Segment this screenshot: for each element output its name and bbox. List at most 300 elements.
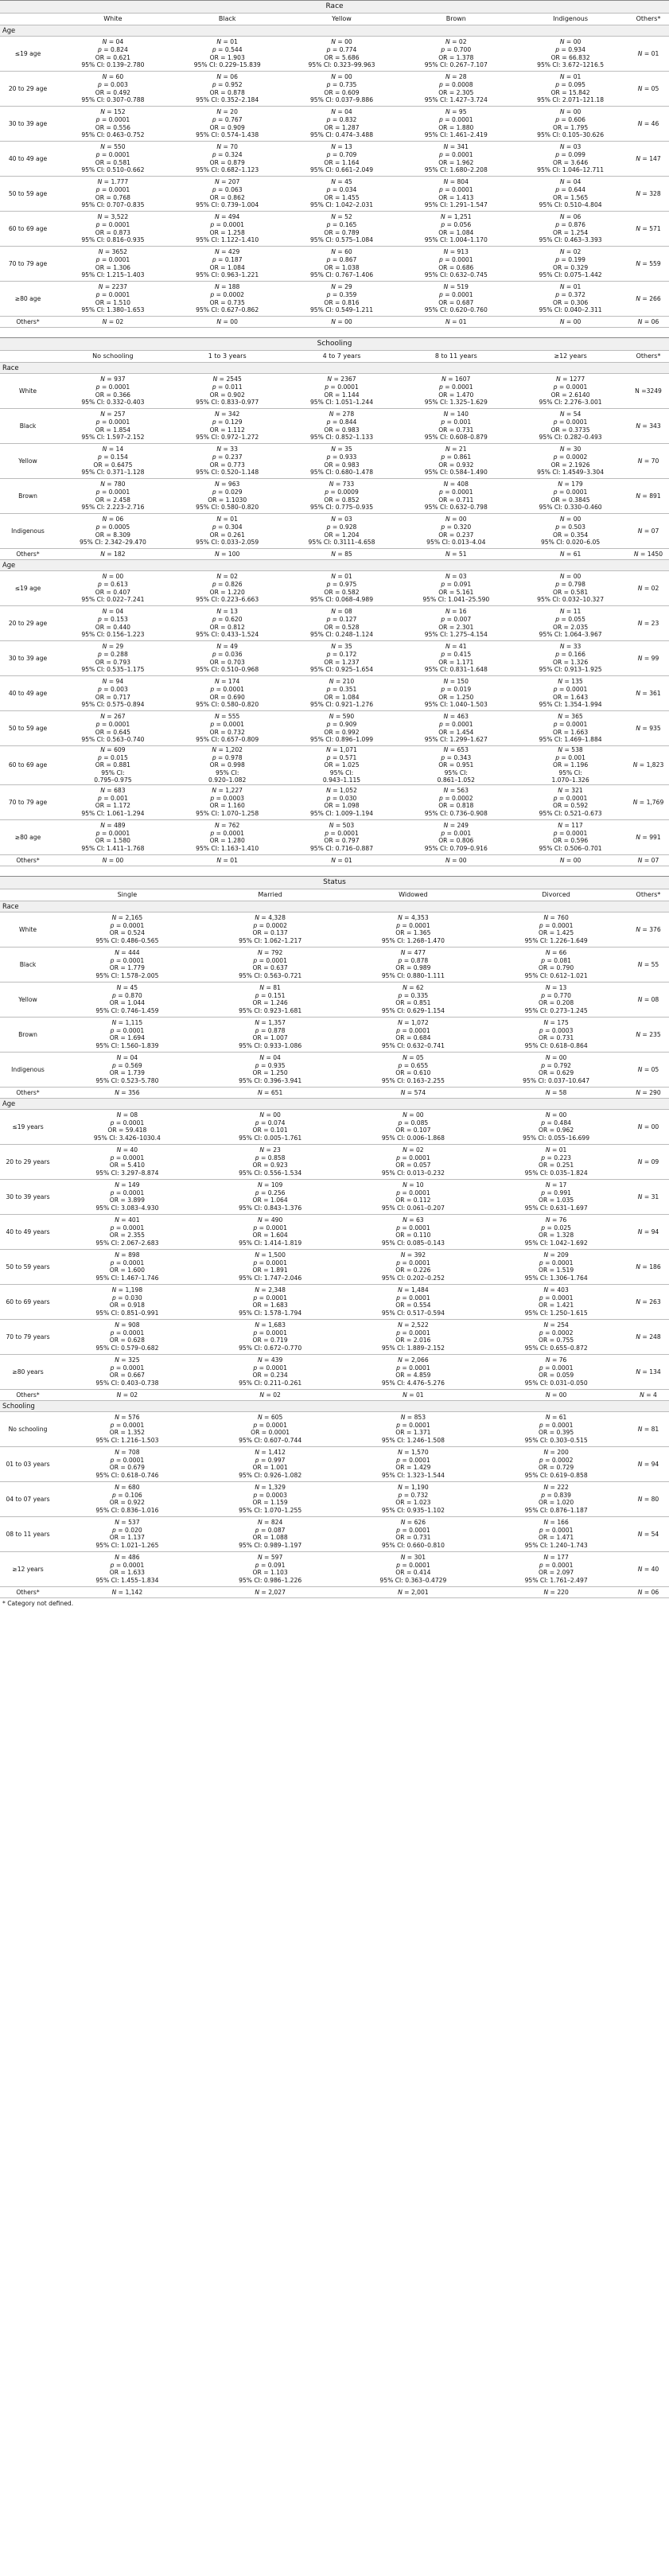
- table-row: [0, 947, 669, 982]
- stat-cell: N = 14 p = 0.154 OR = 0.6475 95% CI: 0.371–1.128: [56, 444, 170, 479]
- stat-cell: N = 200 p = 0.0002 OR = 0.729 95% CI: 0.619–0.858: [484, 1446, 628, 1481]
- others-cell: N = 235: [628, 1017, 669, 1052]
- stat-cell: N = 30 p = 0.0002 OR = 2.1926 95% CI: 1.4549–3.304: [513, 444, 628, 479]
- others-cell: N = 1450: [628, 549, 669, 560]
- stat-cell: N = 03 p = 0.091 OR = 5.161 95% CI: 1.041–25.590: [399, 571, 513, 606]
- stat-cell: N = 49 p = 0.036 OR = 0.703 95% CI: 0.510–0.968: [170, 641, 285, 676]
- others-cell: N = 94: [628, 1446, 669, 1481]
- column-header: Brown: [399, 14, 513, 25]
- others-cell: N = 09: [628, 1144, 669, 1179]
- row-label: 60 to 69 age: [0, 212, 56, 247]
- row-label: 04 to 07 years: [0, 1481, 56, 1516]
- stat-cell: N = 81 p = 0.151 OR = 1.246 95% CI: 0.923–1.681: [199, 982, 342, 1017]
- table-gap: [0, 866, 669, 876]
- stat-cell: N = 576 p = 0.0001 OR = 1.352 95% CI: 1.216–1.503: [56, 1411, 199, 1446]
- others-cell: N = 07: [628, 514, 669, 549]
- section-row: [0, 1400, 669, 1411]
- column-header-row: [0, 889, 669, 901]
- stat-cell: N = 00: [513, 317, 628, 328]
- stat-cell: N = 1,683 p = 0.0001 OR = 0.719 95% CI: 0.672–0.770: [199, 1319, 342, 1354]
- stat-cell: N = 439 p = 0.0001 OR = 0.234 95% CI: 0.211–0.261: [199, 1354, 342, 1389]
- stat-cell: N = 04 p = 0.644 OR = 1.565 95% CI: 0.510–4.804: [513, 177, 628, 212]
- column-header-row: [0, 14, 669, 25]
- stat-cell: N = 02: [56, 1389, 199, 1400]
- stat-cell: N = 00 p = 0.320 OR = 0.237 95% CI: 0.013–4.04: [399, 514, 513, 549]
- stat-cell: N = 03 p = 0.928 OR = 1.204 95% CI: 0.3111–4.658: [285, 514, 399, 549]
- stat-cell: N = 1,190 p = 0.732 OR = 1.023 95% CI: 0.935–1.102: [342, 1481, 485, 1516]
- stat-cell: N = 54 p = 0.0001 OR = 0.3735 95% CI: 0.282–0.493: [513, 409, 628, 444]
- others-cell: N = 147: [628, 142, 669, 177]
- table-row: [0, 606, 669, 641]
- row-label: 30 to 39 age: [0, 107, 56, 142]
- stat-cell: N = 537 p = 0.020 OR = 1.137 95% CI: 1.021–1.265: [56, 1516, 199, 1551]
- stat-cell: N = 00 p = 0.606 OR = 1.795 95% CI: 0.105–30.626: [513, 107, 628, 142]
- row-label: ≤19 age: [0, 571, 56, 606]
- stat-cell: N = 4,353 p = 0.0001 OR = 1.365 95% CI: 1.268–1.470: [342, 912, 485, 947]
- column-header: Indigenous: [513, 14, 628, 25]
- stat-cell: N = 1,412 p = 0.997 OR = 1.001 95% CI: 0.926–1.082: [199, 1446, 342, 1481]
- table-status: [0, 876, 669, 1598]
- stat-cell: N = 590 p = 0.909 OR = 0.992 95% CI: 0.896–1.099: [285, 711, 399, 746]
- others-cell: N =3249: [628, 374, 669, 409]
- stat-cell: N = 45 p = 0.870 OR = 1.044 95% CI: 0.746–1.459: [56, 982, 199, 1017]
- stat-cell: N = 29 p = 0.359 OR = 0.816 95% CI: 0.549–1.211: [285, 282, 399, 317]
- stat-cell: N = 257 p = 0.0001 OR = 1.854 95% CI: 1.597–2.152: [56, 409, 170, 444]
- stat-cell: N = 61: [513, 549, 628, 560]
- row-label: 70 to 79 age: [0, 247, 56, 282]
- stat-cell: N = 00: [399, 854, 513, 866]
- stat-cell: N = 182: [56, 549, 170, 560]
- others-cell: N = 571: [628, 212, 669, 247]
- table-row: [0, 1179, 669, 1214]
- row-label: 60 to 69 age: [0, 746, 56, 785]
- stat-cell: N = 762 p = 0.0001 OR = 1.280 95% CI: 1.163–1.410: [170, 819, 285, 854]
- row-label: 50 to 59 age: [0, 711, 56, 746]
- stat-cell: N = 653 p = 0.343 OR = 0.951 95% CI: 0.861–1.052: [399, 746, 513, 785]
- table-row: [0, 1319, 669, 1354]
- table-title-row: [0, 338, 669, 351]
- stat-cell: N = 2,027: [199, 1586, 342, 1597]
- stat-cell: N = 00 p = 0.085 OR = 0.107 95% CI: 0.006–1.868: [342, 1109, 485, 1144]
- stat-cell: N = 16 p = 0.007 OR = 2.301 95% CI: 1.275–4.154: [399, 606, 513, 641]
- section-row: [0, 1098, 669, 1109]
- table-row: [0, 409, 669, 444]
- stat-cell: N = 140 p = 0.001 OR = 0.731 95% CI: 0.608–0.879: [399, 409, 513, 444]
- section-label: Schooling: [0, 1400, 669, 1411]
- stat-cell: N = 680 p = 0.106 OR = 0.922 95% CI: 0.836–1.016: [56, 1481, 199, 1516]
- stat-cell: N = 149 p = 0.0001 OR = 3.899 95% CI: 3.083–4.930: [56, 1179, 199, 1214]
- stat-cell: N = 05 p = 0.655 OR = 0.610 95% CI: 0.163–2.255: [342, 1052, 485, 1087]
- row-label: ≥80 age: [0, 282, 56, 317]
- row-label: Others*: [0, 1586, 56, 1597]
- stat-cell: N = 02: [199, 1389, 342, 1400]
- section-row: [0, 901, 669, 912]
- others-row: [0, 1087, 669, 1098]
- stat-cell: N = 1,570 p = 0.0001 OR = 1.429 95% CI: 1.323–1.544: [342, 1446, 485, 1481]
- stat-cell: N = 00 p = 0.735 OR = 0.609 95% CI: 0.037–9.886: [285, 72, 399, 107]
- row-label: 40 to 49 age: [0, 676, 56, 711]
- stat-cell: N = 58: [484, 1087, 628, 1098]
- others-row: [0, 1586, 669, 1597]
- others-cell: N = 559: [628, 247, 669, 282]
- stat-cell: N = 708 p = 0.0001 OR = 0.679 95% CI: 0.618–0.746: [56, 1446, 199, 1481]
- others-cell: N = 07: [628, 854, 669, 866]
- stat-cell: N = 41 p = 0.415 OR = 1.171 95% CI: 0.831–1.648: [399, 641, 513, 676]
- stat-cell: N = 00 p = 0.774 OR = 5.686 95% CI: 0.323–99.963: [285, 37, 399, 72]
- table-row: [0, 571, 669, 606]
- section-row: [0, 560, 669, 571]
- row-label: 20 to 29 years: [0, 1144, 56, 1179]
- stat-cell: N = 2,165 p = 0.0001 OR = 0.524 95% CI: 0.486–0.565: [56, 912, 199, 947]
- stat-cell: N = 2,066 p = 0.0001 OR = 4.859 95% CI: 4.476–5.276: [342, 1354, 485, 1389]
- stat-cell: N = 06 p = 0.876 OR = 1.254 95% CI: 0.463–3.393: [513, 212, 628, 247]
- stat-cell: N = 1277 p = 0.0001 OR = 2.6140 95% CI: 2.276–3.001: [513, 374, 628, 409]
- column-header: Black: [170, 14, 285, 25]
- stat-cell: N = 3,522 p = 0.0001 OR = 0.873 95% CI: 0.816–0.935: [56, 212, 170, 247]
- stat-cell: N = 792 p = 0.0001 OR = 0.637 95% CI: 0.563–0.721: [199, 947, 342, 982]
- stat-cell: N = 23 p = 0.858 OR = 0.923 95% CI: 0.556–1.534: [199, 1144, 342, 1179]
- table-row: [0, 819, 669, 854]
- stat-cell: N = 365 p = 0.0001 OR = 1.663 95% CI: 1.469–1.884: [513, 711, 628, 746]
- table-row: [0, 107, 669, 142]
- stat-cell: N = 651: [199, 1087, 342, 1098]
- column-header: 8 to 11 years: [399, 351, 513, 363]
- column-header: Yellow: [285, 14, 399, 25]
- table-row: [0, 982, 669, 1017]
- table-row: [0, 746, 669, 785]
- stat-cell: N = 33 p = 0.166 OR = 1.326 95% CI: 0.913–1.925: [513, 641, 628, 676]
- stat-cell: N = 188 p = 0.0002 OR = 0.735 95% CI: 0.627–0.862: [170, 282, 285, 317]
- table-row: [0, 1354, 669, 1389]
- stat-cell: N = 597 p = 0.091 OR = 1.103 95% CI: 0.986–1.226: [199, 1551, 342, 1586]
- others-cell: N = 05: [628, 1052, 669, 1087]
- stat-cell: N = 45 p = 0.034 OR = 1.455 95% CI: 1.042–2.031: [285, 177, 399, 212]
- row-label: 30 to 39 years: [0, 1179, 56, 1214]
- stat-cell: N = 804 p = 0.0001 OR = 1.413 95% CI: 1.291–1.547: [399, 177, 513, 212]
- stat-cell: N = 4,328 p = 0.0002 OR = 0.137 95% CI: 1.062–1.217: [199, 912, 342, 947]
- others-cell: N = 06: [628, 1586, 669, 1597]
- stat-cell: N = 94 p = 0.003 OR = 0.717 95% CI: 0.575–0.894: [56, 676, 170, 711]
- others-cell: N = 328: [628, 177, 669, 212]
- stat-cell: N = 152 p = 0.0001 OR = 0.556 95% CI: 0.463–0.752: [56, 107, 170, 142]
- others-cell: N = 00: [628, 1109, 669, 1144]
- table-row: [0, 247, 669, 282]
- others-cell: N = 23: [628, 606, 669, 641]
- table-row: [0, 1516, 669, 1551]
- stat-cell: N = 01 p = 0.544 OR = 1.903 95% CI: 0.229–15.839: [170, 37, 285, 72]
- section-label: Age: [0, 1098, 669, 1109]
- corner-cell: [0, 14, 56, 25]
- stat-cell: N = 66 p = 0.081 OR = 0.790 95% CI: 0.612–1.021: [484, 947, 628, 982]
- row-label: 20 to 29 age: [0, 606, 56, 641]
- stat-cell: N = 222 p = 0.839 OR = 1.020 95% CI: 0.876–1.187: [484, 1481, 628, 1516]
- stat-cell: N = 174 p = 0.0001 OR = 0.690 95% CI: 0.580–0.820: [170, 676, 285, 711]
- stat-cell: N = 519 p = 0.0001 OR = 0.687 95% CI: 0.620–0.760: [399, 282, 513, 317]
- stat-cell: N = 01: [170, 854, 285, 866]
- stat-cell: N = 00 p = 0.798 OR = 0.581 95% CI: 0.032–10.327: [513, 571, 628, 606]
- others-cell: N = 134: [628, 1354, 669, 1389]
- section-label: Age: [0, 560, 669, 571]
- row-label: 20 to 29 age: [0, 72, 56, 107]
- stat-cell: N = 00: [170, 317, 285, 328]
- stat-cell: N = 1,052 p = 0.030 OR = 1.098 95% CI: 1.009–1.194: [285, 784, 399, 819]
- stat-cell: N = 301 p = 0.0001 OR = 0.414 95% CI: 0.363–0.4729: [342, 1551, 485, 1586]
- stat-cell: N = 179 p = 0.0001 OR = 0.3845 95% CI: 0.330–0.460: [513, 479, 628, 514]
- stat-cell: N = 605 p = 0.0001 OR = 0.0001 95% CI: 0.607–0.744: [199, 1411, 342, 1446]
- row-label: Others*: [0, 1087, 56, 1098]
- table-row: [0, 676, 669, 711]
- stat-cell: N = 963 p = 0.029 OR = 1.1030 95% CI: 0.580–0.820: [170, 479, 285, 514]
- stat-cell: N = 898 p = 0.0001 OR = 1.600 95% CI: 1.467–1.746: [56, 1249, 199, 1284]
- stat-cell: N = 166 p = 0.0001 OR = 1.471 95% CI: 1.240–1.743: [484, 1516, 628, 1551]
- others-cell: N = 263: [628, 1284, 669, 1319]
- column-header: Others*: [628, 351, 669, 363]
- row-label: Indigenous: [0, 514, 56, 549]
- row-label: 30 to 39 age: [0, 641, 56, 676]
- others-cell: N = 31: [628, 1179, 669, 1214]
- table-row: [0, 1052, 669, 1087]
- stat-cell: N = 908 p = 0.0001 OR = 0.628 95% CI: 0.579–0.682: [56, 1319, 199, 1354]
- stat-cell: N = 477 p = 0.878 OR = 0.989 95% CI: 0.880–1.111: [342, 947, 485, 982]
- stat-cell: N = 220: [484, 1586, 628, 1597]
- table-row: [0, 374, 669, 409]
- row-label: 50 to 59 years: [0, 1249, 56, 1284]
- table-row: [0, 641, 669, 676]
- others-cell: N = 05: [628, 72, 669, 107]
- others-row: [0, 1389, 669, 1400]
- stat-cell: N = 01: [399, 317, 513, 328]
- section-label: Race: [0, 901, 669, 912]
- stat-cell: N = 01 p = 0.304 OR = 0.261 95% CI: 0.033–2.059: [170, 514, 285, 549]
- table-title-row: [0, 876, 669, 889]
- column-header: Others*: [628, 889, 669, 901]
- stat-cell: N = 321 p = 0.0001 OR = 0.592 95% CI: 0.521–0.673: [513, 784, 628, 819]
- row-label: 40 to 49 years: [0, 1214, 56, 1249]
- others-cell: N = 40: [628, 1551, 669, 1586]
- table-row: [0, 444, 669, 479]
- others-cell: N = 935: [628, 711, 669, 746]
- others-row: [0, 549, 669, 560]
- stat-cell: N = 489 p = 0.0001 OR = 1.580 95% CI: 1.411–1.768: [56, 819, 170, 854]
- stat-cell: N = 325 p = 0.0001 OR = 0.667 95% CI: 0.403–0.738: [56, 1354, 199, 1389]
- section-row: [0, 25, 669, 37]
- stat-cell: N = 17 p = 0.991 OR = 1.035 95% CI: 0.631–1.697: [484, 1179, 628, 1214]
- others-cell: N = 06: [628, 317, 669, 328]
- stat-cell: N = 117 p = 0.0001 OR = 0.596 95% CI: 0.506–0.701: [513, 819, 628, 854]
- table-gap: [0, 328, 669, 337]
- table-row: [0, 1017, 669, 1052]
- stat-cell: N = 278 p = 0.844 OR = 0.983 95% CI: 0.852–1.133: [285, 409, 399, 444]
- stat-cell: N = 356: [56, 1087, 199, 1098]
- stat-cell: N = 135 p = 0.0001 OR = 1.643 95% CI: 1.354–1.994: [513, 676, 628, 711]
- others-cell: N = 02: [628, 571, 669, 606]
- section-label: Age: [0, 25, 669, 37]
- stat-cell: N = 555 p = 0.0001 OR = 0.732 95% CI: 0.657–0.809: [170, 711, 285, 746]
- stat-cell: N = 04 p = 0.824 OR = 0.621 95% CI: 0.139–2.780: [56, 37, 170, 72]
- stat-cell: N = 01 p = 0.223 OR = 0.251 95% CI: 0.035–1.824: [484, 1144, 628, 1179]
- stat-cell: N = 01 p = 0.372 OR = 0.306 95% CI: 0.040–2.311: [513, 282, 628, 317]
- stat-cell: N = 1.777 p = 0.0001 OR = 0.768 95% CI: 0.707–0.835: [56, 177, 170, 212]
- stat-cell: N = 85: [285, 549, 399, 560]
- stat-cell: N = 08 p = 0.0001 OR = 59.418 95% CI: 3.426–1030.4: [56, 1109, 199, 1144]
- row-label: Others*: [0, 549, 56, 560]
- stat-cell: N = 00: [285, 317, 399, 328]
- stat-cell: N = 20 p = 0.767 OR = 0.909 95% CI: 0.574–1.438: [170, 107, 285, 142]
- stat-cell: N = 13 p = 0.770 OR = 0.208 95% CI: 0.273–1.245: [484, 982, 628, 1017]
- others-cell: N = 01: [628, 37, 669, 72]
- row-label: 70 to 79 years: [0, 1319, 56, 1354]
- stat-cell: N = 1,072 p = 0.0001 OR = 0.684 95% CI: 0.632–0.741: [342, 1017, 485, 1052]
- stat-cell: N = 486 p = 0.0001 OR = 1.633 95% CI: 1.455–1.834: [56, 1551, 199, 1586]
- table-row: [0, 1551, 669, 1586]
- stat-cell: N = 60 p = 0.867 OR = 1.038 95% CI: 0.767–1.406: [285, 247, 399, 282]
- stat-cell: N = 76 p = 0.025 OR = 1.328 95% CI: 1.042–1.692: [484, 1214, 628, 1249]
- stat-cell: N = 100: [170, 549, 285, 560]
- stat-cell: N = 1,142: [56, 1586, 199, 1597]
- stat-cell: N = 00 p = 0.934 OR = 66.832 95% CI: 3.672–1216.5: [513, 37, 628, 72]
- stat-cell: N = 06 p = 0.0005 OR = 8.309 95% CI: 2.342–29.470: [56, 514, 170, 549]
- table-row: [0, 37, 669, 72]
- stat-cell: N = 00: [484, 1389, 628, 1400]
- stat-cell: N = 04 p = 0.935 OR = 1.250 95% CI: 0.396–3.941: [199, 1052, 342, 1087]
- stat-cell: N = 00 p = 0.074 OR = 0.101 95% CI: 0.005–1.761: [199, 1109, 342, 1144]
- row-label: ≤19 age: [0, 37, 56, 72]
- stat-cell: N = 207 p = 0.063 OR = 0.862 95% CI: 0.739–1.004: [170, 177, 285, 212]
- stat-cell: N = 209 p = 0.0001 OR = 1.519 95% CI: 1.306–1.764: [484, 1249, 628, 1284]
- row-label: ≥80 age: [0, 819, 56, 854]
- stat-cell: N = 06 p = 0.952 OR = 0.878 95% CI: 0.352–2.184: [170, 72, 285, 107]
- others-cell: N = 55: [628, 947, 669, 982]
- stat-cell: N = 04 p = 0.832 OR = 1.287 95% CI: 0.474–3.488: [285, 107, 399, 142]
- others-cell: N = 991: [628, 819, 669, 854]
- table-row: [0, 1481, 669, 1516]
- column-header: Others*: [628, 14, 669, 25]
- row-label: 50 to 59 age: [0, 177, 56, 212]
- stat-cell: N = 2,348 p = 0.0001 OR = 1.683 95% CI: 1.578–1.794: [199, 1284, 342, 1319]
- others-cell: N = 46: [628, 107, 669, 142]
- stat-cell: N = 563 p = 0.0002 OR = 0.818 95% CI: 0.736–0.908: [399, 784, 513, 819]
- stat-cell: N = 1,329 p = 0.0003 OR = 1.159 95% CI: 1.070–1.255: [199, 1481, 342, 1516]
- row-label: 60 to 69 years: [0, 1284, 56, 1319]
- row-label: 70 to 79 age: [0, 784, 56, 819]
- stat-cell: N = 1,251 p = 0.056 OR = 1.084 95% CI: 1.004–1.170: [399, 212, 513, 247]
- stat-cell: N = 913 p = 0.0001 OR = 0.686 95% CI: 0.632–0.745: [399, 247, 513, 282]
- stat-cell: N = 1,198 p = 0.030 OR = 0.918 95% CI: 0.851–0.991: [56, 1284, 199, 1319]
- stat-cell: N = 494 p = 0.0001 OR = 1.258 95% CI: 1.122–1.410: [170, 212, 285, 247]
- stat-cell: N = 28 p = 0.0008 OR = 2.305 95% CI: 1.427–3.724: [399, 72, 513, 107]
- table-row: [0, 212, 669, 247]
- stat-cell: N = 1,227 p = 0.0003 OR = 1.160 95% CI: 1.070–1.258: [170, 784, 285, 819]
- table-row: [0, 1446, 669, 1481]
- row-label: Black: [0, 409, 56, 444]
- table-row: [0, 514, 669, 549]
- row-label: White: [0, 374, 56, 409]
- row-label: Brown: [0, 479, 56, 514]
- stat-cell: N = 2545 p = 0.011 OR = 0.902 95% CI: 0.833–0.977: [170, 374, 285, 409]
- stat-cell: N = 626 p = 0.0001 OR = 0.731 95% CI: 0.660–0.810: [342, 1516, 485, 1551]
- stat-cell: N = 04 p = 0.153 OR = 0.440 95% CI: 0.156–1.223: [56, 606, 170, 641]
- stat-cell: N = 1,202 p = 0.978 OR = 0.998 95% CI: 0.920–1.082: [170, 746, 285, 785]
- stat-cell: N = 76 p = 0.0001 OR = 0.059 95% CI: 0.031–0.050: [484, 1354, 628, 1389]
- stat-cell: N = 210 p = 0.351 OR = 1.084 95% CI: 0.921–1.276: [285, 676, 399, 711]
- stat-cell: N = 1,500 p = 0.0001 OR = 1.891 95% CI: 1.747–2.046: [199, 1249, 342, 1284]
- stat-cell: N = 01: [342, 1389, 485, 1400]
- row-label: White: [0, 912, 56, 947]
- column-header: 1 to 3 years: [170, 351, 285, 363]
- stat-cell: N = 1,484 p = 0.0001 OR = 0.554 95% CI: 0.517–0.594: [342, 1284, 485, 1319]
- stat-cell: N = 00: [56, 854, 170, 866]
- others-cell: N = 186: [628, 1249, 669, 1284]
- row-label: Others*: [0, 854, 56, 866]
- column-header-row: [0, 351, 669, 363]
- stat-cell: N = 1607 p = 0.0001 OR = 1.470 95% CI: 1.325–1.629: [399, 374, 513, 409]
- stat-cell: N = 40 p = 0.0001 OR = 5.410 95% CI: 3.297–8.874: [56, 1144, 199, 1179]
- table-schooling: [0, 337, 669, 866]
- others-cell: N = 266: [628, 282, 669, 317]
- stat-cell: N = 463 p = 0.0001 OR = 1.454 95% CI: 1.299–1.627: [399, 711, 513, 746]
- column-header: ≥12 years: [513, 351, 628, 363]
- table-row: [0, 1411, 669, 1446]
- stat-cell: N = 00 p = 0.484 OR = 0.962 95% CI: 0.055–16.699: [484, 1109, 628, 1144]
- stat-cell: N = 175 p = 0.0003 OR = 0.731 95% CI: 0.618–0.864: [484, 1017, 628, 1052]
- stat-cell: N = 00 p = 0.792 OR = 0.629 95% CI: 0.037–10.647: [484, 1052, 628, 1087]
- others-cell: N = 81: [628, 1411, 669, 1446]
- others-cell: N = 70: [628, 444, 669, 479]
- stat-cell: N = 02 p = 0.199 OR = 0.329 95% CI: 0.075–1.442: [513, 247, 628, 282]
- stat-cell: N = 780 p = 0.0001 OR = 2.458 95% CI: 2.223–2.716: [56, 479, 170, 514]
- others-cell: N = 54: [628, 1516, 669, 1551]
- others-cell: N = 1,769: [628, 784, 669, 819]
- others-cell: N = 248: [628, 1319, 669, 1354]
- row-label: Brown: [0, 1017, 56, 1052]
- stat-cell: N = 35 p = 0.933 OR = 0.983 95% CI: 0.680–1.478: [285, 444, 399, 479]
- stat-cell: N = 2367 p = 0.0001 OR = 1.144 95% CI: 1.051–1.244: [285, 374, 399, 409]
- stat-cell: N = 62 p = 0.335 OR = 0.851 95% CI: 0.629–1.154: [342, 982, 485, 1017]
- stat-cell: N = 2,522 p = 0.0001 OR = 2.016 95% CI: 1.889–2.152: [342, 1319, 485, 1354]
- stat-cell: N = 249 p = 0.001 OR = 0.806 95% CI: 0.709–0.916: [399, 819, 513, 854]
- row-label: ≥12 years: [0, 1551, 56, 1586]
- stat-cell: N = 02 p = 0.826 OR = 1.220 95% CI: 0.223–6.663: [170, 571, 285, 606]
- column-header: 4 to 7 years: [285, 351, 399, 363]
- row-label: Others*: [0, 1389, 56, 1400]
- others-cell: N = 376: [628, 912, 669, 947]
- stat-cell: N = 3652 p = 0.0001 OR = 1.306 95% CI: 1.215–1.403: [56, 247, 170, 282]
- column-header: Widowed: [342, 889, 485, 901]
- others-cell: N = 4: [628, 1389, 669, 1400]
- stat-cell: N = 444 p = 0.0001 OR = 1.779 95% CI: 1.578–2.005: [56, 947, 199, 982]
- stat-cell: N = 02: [56, 317, 170, 328]
- stat-cell: N = 01: [285, 854, 399, 866]
- row-label: Indigenous: [0, 1052, 56, 1087]
- table-row: [0, 1109, 669, 1144]
- stat-cell: N = 503 p = 0.0001 OR = 0.797 95% CI: 0.716–0.887: [285, 819, 399, 854]
- others-row: [0, 854, 669, 866]
- stat-cell: N = 51: [399, 549, 513, 560]
- stat-cell: N = 824 p = 0.087 OR = 1.088 95% CI: 0.989–1.197: [199, 1516, 342, 1551]
- stat-cell: N = 21 p = 0.861 OR = 0.932 95% CI: 0.584–1.490: [399, 444, 513, 479]
- others-cell: N = 99: [628, 641, 669, 676]
- others-cell: N = 1,823: [628, 746, 669, 785]
- stat-cell: N = 177 p = 0.0001 OR = 2.097 95% CI: 1.761–2.497: [484, 1551, 628, 1586]
- column-header: Single: [56, 889, 199, 901]
- stat-cell: N = 429 p = 0.187 OR = 1.084 95% CI: 0.963–1.221: [170, 247, 285, 282]
- table-row: [0, 1144, 669, 1179]
- stat-cell: N = 2,001: [342, 1586, 485, 1597]
- others-cell: N = 94: [628, 1214, 669, 1249]
- stat-cell: N = 683 p = 0.001 OR = 1.172 95% CI: 1.061–1.294: [56, 784, 170, 819]
- stat-cell: N = 35 p = 0.172 OR = 1.237 95% CI: 0.925–1.654: [285, 641, 399, 676]
- stat-cell: N = 760 p = 0.0001 OR = 1.425 95% CI: 1.226–1.649: [484, 912, 628, 947]
